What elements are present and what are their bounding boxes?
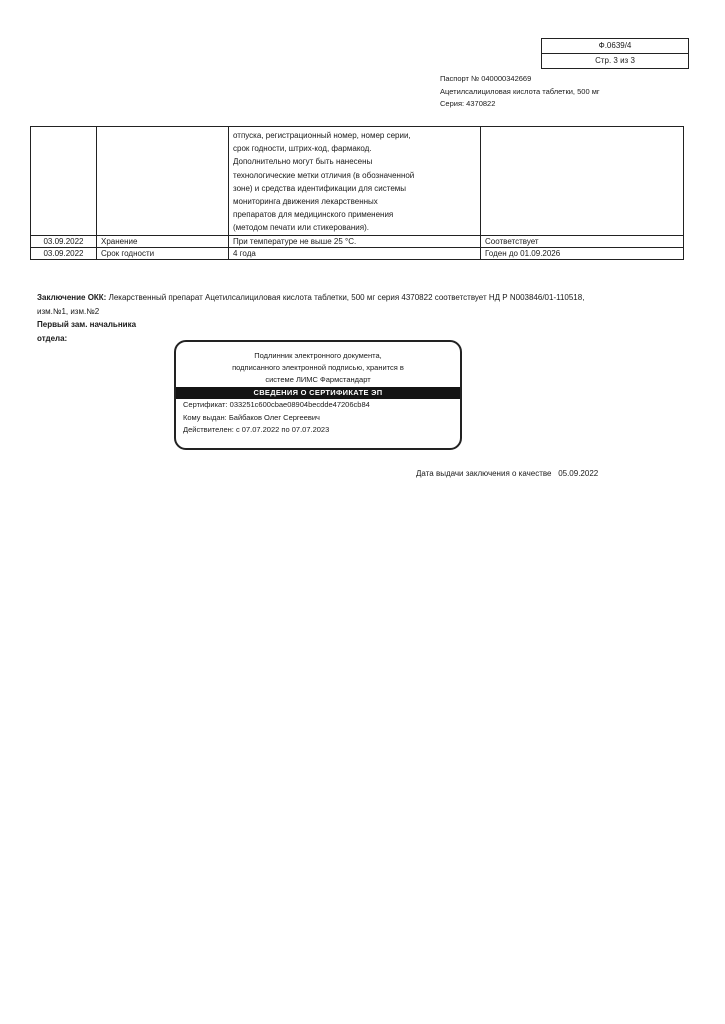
row-indicator: Хранение: [97, 235, 229, 247]
row-result: Годен до 01.09.2026: [481, 247, 684, 259]
issued-to-value: Байбаков Олег Сергеевич: [228, 412, 320, 422]
norm-line: зоне) и средства идентификации для системы: [233, 183, 407, 193]
series-number: Серия: 4370822: [440, 99, 496, 108]
table-row: [31, 235, 684, 247]
conclusion-text: [37, 291, 597, 318]
form-code-box: [541, 38, 689, 69]
signature-stamp: [174, 340, 462, 450]
cell-date: [31, 127, 97, 236]
form-code: Ф.0639/4: [542, 39, 688, 54]
page-label: Стр. 3 из 3: [595, 56, 635, 65]
analysis-table: [30, 126, 684, 260]
row-result: Соответствует: [481, 235, 684, 247]
validity-value: с 07.07.2022 по 07.07.2023: [235, 425, 330, 434]
certificate-value: 033251c600cbae08904becdde47206cb84: [229, 400, 370, 409]
table-row-continuation: [31, 127, 684, 236]
conclusion-block: [37, 291, 597, 345]
norm-line: Дополнительно могут быть нанесены: [233, 157, 373, 167]
validity-line: [176, 424, 460, 437]
row-indicator: Срок годности: [97, 247, 229, 259]
signer-title: Первый зам. начальника: [37, 320, 137, 330]
issue-date-value: 05.09.2022: [558, 469, 599, 478]
norm-line: отпуска, регистрационный номер, номер серии,: [233, 131, 411, 140]
stamp-line: подписанного электронной подписью, хранится в: [232, 363, 404, 372]
issue-date-line: [416, 469, 598, 478]
norm-line: мониторинга движения лекарственных: [233, 197, 378, 207]
passport-header: [440, 73, 600, 111]
certificate-label: Сертификат:: [183, 400, 228, 409]
norm-line: срок годности, штрих-код, фармакод.: [233, 144, 372, 154]
conclusion-label: Заключение ОКК:: [37, 293, 107, 302]
issue-date-label: Дата выдачи заключения о качестве: [416, 469, 552, 478]
row-norm: При температуре не выше 25 °С.: [229, 235, 481, 247]
stamp-line: Подлинник электронного документа,: [254, 351, 382, 360]
cell-result: [481, 127, 684, 236]
conclusion-body: Лекарственный препарат Ацетилсалициловая кислота таблетки, 500 мг серия 4370822 соответствует НД Р N003846/01-110518, изм.№1, изм.№2: [37, 293, 585, 316]
table-row: [31, 247, 684, 259]
norm-line: препаратов для медицинского применения: [233, 210, 394, 220]
norm-line: (методом печати или стикерования).: [233, 223, 369, 233]
product-name: Ацетилсалициловая кислота таблетки, 500 мг: [440, 86, 600, 96]
norm-line: технологические метки отличия (в обозначенной: [233, 170, 415, 180]
row-date: 03.09.2022: [31, 247, 97, 259]
stamp-header: СВЕДЕНИЯ О СЕРТИФИКАТЕ ЭП: [176, 387, 460, 399]
row-date: 03.09.2022: [31, 235, 97, 247]
issued-to-label: Кому выдан:: [183, 412, 227, 422]
cell-indicator: [97, 127, 229, 236]
signer-department: отдела:: [37, 333, 68, 343]
cell-norm: [229, 127, 481, 236]
passport-number: Паспорт № 040000342669: [440, 74, 532, 83]
validity-label: Действителен:: [183, 425, 234, 434]
issued-to-line: [176, 412, 460, 425]
certificate-line: [176, 399, 460, 412]
stamp-line: системе ЛИМС Фармстандарт: [265, 375, 371, 384]
row-norm: 4 года: [229, 247, 481, 259]
